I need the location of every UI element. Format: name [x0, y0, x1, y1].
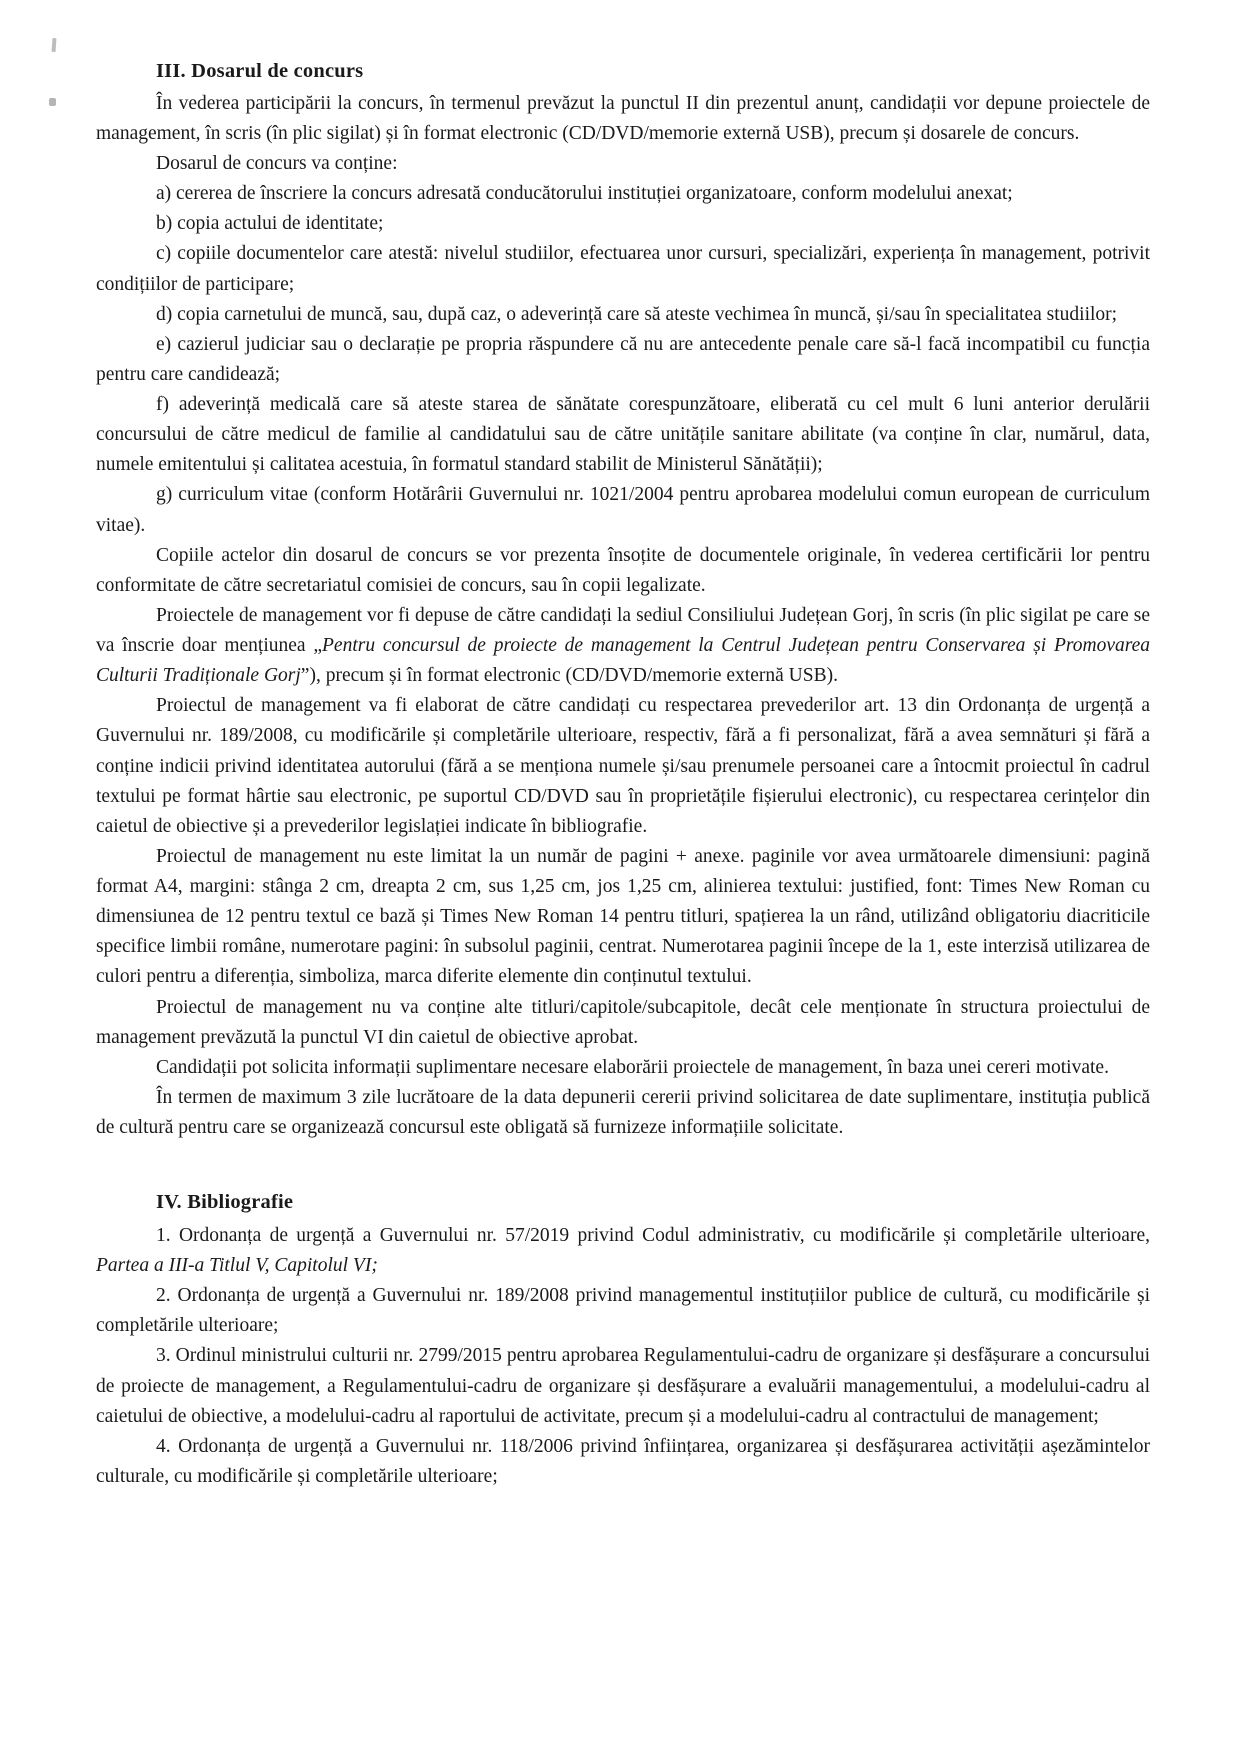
- bibliography-item-2: 2. Ordonanța de urgență a Guvernului nr. 189/2008 privind managementul instituțiilor publice de cultură, cu modificările și completările ulterioare;: [96, 1285, 1150, 1337]
- scan-artifact-mark-top: [52, 38, 57, 52]
- paragraph-participare: În vederea participării la concurs, în termenul prevăzut la punctul II din prezentul anunț, candidații vor depune proiectele de management, în scris (în plic sigilat) și în format electronic (CD/DVD/memorie externă USB), precum și dosarele de concurs.: [96, 92, 1150, 144]
- list-item-b: b) copia actului de identitate;: [156, 213, 384, 235]
- bibliography-item-1-reference-italic: Partea a III-a Titlul V, Capitolul VI;: [96, 1255, 378, 1276]
- paragraph-elaborare-proiect: Proiectul de management va fi elaborat de către candidați cu respectarea prevederilor art. 13 din Ordonanța de urgență a Guvernului nr. 189/2008, cu modificările și completările ulterioare, respectiv, fără a fi personalizat, fără a avea semnături și fără a conține indicii privind identitatea autorului (fără a se menționa numele și/sau prenumele persoanei care a întocmit proiectul în cadrul textului pe format hârtie sau electronic, pe suportul CD/DVD sau în proprietățile fișierului electronic), cu respectarea cerințelor din caietul de obiective și a prevederilor legislației indicate în bibliografie.: [96, 695, 1150, 837]
- paragraph-format-pagini: Proiectul de management nu este limitat la un număr de pagini + anexe. paginile vor avea următoarele dimensiuni: pagină format A4, margini: stânga 2 cm, dreapta 2 cm, sus 1,25 cm, jos 1,25 cm, alinierea textului: justified, font: Times New Roman cu dimensiunea de 12 pentru textul ce bază și Times New Roman 14 pentru titluri, spațierea la un rând, utilizând obligatoriu diacriticile specifice limbii române, numerotare pagini: în subsolul paginii, centrat. Numerotarea paginii începe de la 1, este interzisă utilizarea de culori pentru a diferenția, simboliza, marca diferite elemente din conținutul textului.: [96, 845, 1150, 988]
- list-item-f: f) adeverință medicală care să ateste starea de sănătate corespunzătoare, eliberată cu cel mult 6 luni anterior derulării concursului de către medicul de familie al candidatului sau de către unitățile sanitare abilitate (va conține în clar, numărul, data, numele emitentului și calitatea acestuia, în formatul standard stabilit de Ministerul Sănătății);: [96, 394, 1150, 476]
- list-item-e: e) cazierul judiciar sau o declarație pe propria răspundere că nu are antecedente penale care să-l facă incompatibil cu funcția pentru care candidează;: [96, 333, 1150, 385]
- bibliography-item-3: 3. Ordinul ministrului culturii nr. 2799/2015 pentru aprobarea Regulamentului-cadru de organizare și desfășurare a concursului de proiecte de management, a Regulamentului-cadru de organizare și desfășurare a evaluării managementului, a modelului-cadru al caietului de obiective, a modelului-cadru al raportului de activitate, precum și a modelului-cadru al contractului de management;: [96, 1345, 1150, 1427]
- paragraph-titluri-capitole: Proiectul de management nu va conține alte titluri/capitole/subcapitole, decât cele menționate în structura proiectului de management prevăzută la punctul VI din caietul de obiective aprobat.: [96, 996, 1150, 1048]
- list-item-d: d) copia carnetului de muncă, sau, după caz, o adeverință care să ateste vechimea în muncă, și/sau în specialitatea studiilor;: [156, 303, 1118, 325]
- depunere-text-after-quote: ”), precum și în format electronic (CD/DVD/memorie externă USB).: [300, 665, 838, 687]
- document-body: [96, 56, 1150, 1492]
- paragraph-depunere-proiecte: [96, 601, 1150, 691]
- section-heading-bibliografie: IV. Bibliografie: [156, 1191, 294, 1214]
- list-item-c: c) copiile documentelor care atestă: nivelul studiilor, efectuarea unor cursuri, specializări, experiența în management, potrivit condițiilor de participare;: [96, 243, 1150, 295]
- section-heading-dosarul-de-concurs: III. Dosarul de concurs: [156, 60, 364, 82]
- bibliography-item-1-text: 1. Ordonanța de urgență a Guvernului nr. 57/2019 privind Codul administrativ, cu modificările și completările ulterioare,: [156, 1224, 1150, 1246]
- depunere-quote-italic: Pentru concursul de proiecte de management la Centrul Județean pentru Conservarea și Promovarea Culturii Tradiționale Gorj: [96, 635, 1151, 687]
- depunere-text-before-quote: Proiectele de management vor fi depuse de către candidați la sediul Consiliului Județean Gorj, în scris (în plic sigilat pe care se va înscrie doar mențiunea „: [96, 604, 1150, 656]
- paragraph-informatii-suplimentare: Candidații pot solicita informații suplimentare necesare elaborării proiectele de management, în baza unei cereri motivate.: [156, 1056, 1109, 1078]
- paragraph-dosarul-va-contine: Dosarul de concurs va conține:: [156, 153, 398, 174]
- bibliography-item-1: [96, 1221, 1150, 1281]
- list-item-a: a) cererea de înscriere la concurs adresată conducătorului instituției organizatoare, conform modelului anexat;: [156, 183, 1013, 205]
- scan-artifact-mark-lower: [49, 98, 56, 106]
- list-item-g: g) curriculum vitae (conform Hotărârii Guvernului nr. 1021/2004 pentru aprobarea modelului comun european de curriculum vitae).: [96, 484, 1150, 536]
- bibliography-item-4: 4. Ordonanța de urgență a Guvernului nr. 118/2006 privind înființarea, organizarea și desfășurarea activității așezămintelor culturale, cu modificările și completările ulterioare;: [96, 1435, 1150, 1487]
- paragraph-copiile-actelor: Copiile actelor din dosarul de concurs se vor prezenta însoțite de documentele originale, în vederea certificării lor pentru conformitate de către secretariatul comisiei de concurs, sau în copii legalizate.: [96, 544, 1150, 596]
- paragraph-termen-3-zile: În termen de maximum 3 zile lucrătoare de la data depunerii cererii privind solicitarea de date suplimentare, instituția publică de cultură pentru care se organizează concursul este obligată să furnizeze informațiile solicitate.: [96, 1086, 1150, 1138]
